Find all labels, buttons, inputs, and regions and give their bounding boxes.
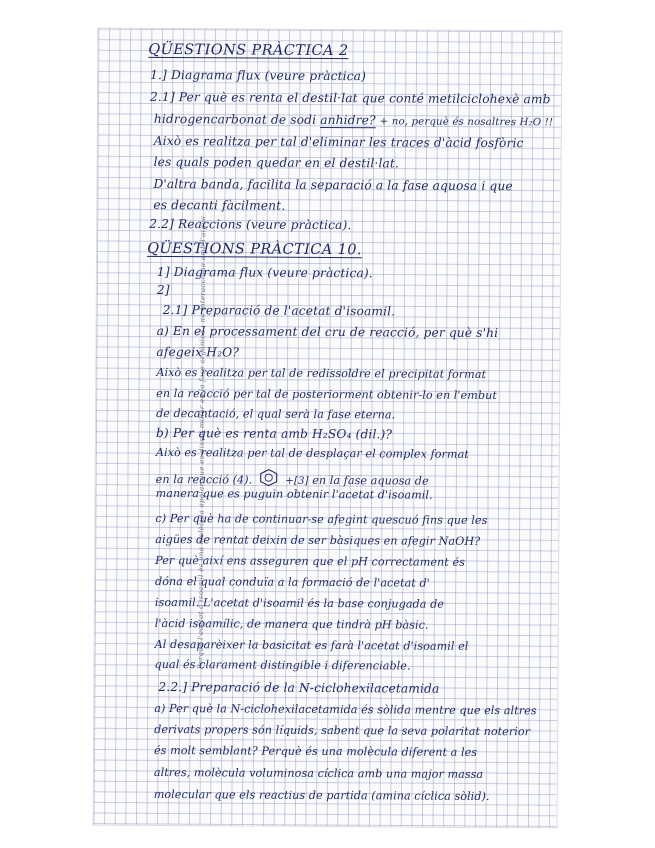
c-ans-line-2: dóna el qual conduïa a la formació de l'acetat d' [155, 574, 430, 590]
c-ans-line-1: Per què així ens asseguren que el pH correctament és [155, 553, 465, 569]
answer-2-line-4: es decanti fàcilment. [153, 197, 286, 213]
question-2-text: hidrogencarbonat de sodi [153, 111, 317, 127]
c-ans-line-5: Al desaparèixer la basicitat es farà l'acetat d'isoamil el [154, 637, 469, 653]
q-b-line: b) Per què es renta amb H₂SO₄ (dil.)? [155, 425, 393, 442]
d-line-2: derivats propers són líquids, sabent que la seva polaritat noterior [154, 722, 531, 739]
d-line-5: molecular que els reactius de partida (amina cíclica sòlid). [153, 787, 490, 803]
b-ans-line-1: Això es realitza per tal de desplaçar el complex format [155, 445, 469, 461]
d-line-3: és molt semblant? Perquè és una molècula diferent a les [153, 743, 478, 759]
a-ans-line-1: Això es realitza per tal de redissoldre el precipitat format [156, 365, 487, 381]
a-ans-line-2: en la reacció per tal de posteriorment obtenir-lo en l'embut [156, 386, 497, 403]
q-c-line-1: c) Per què ha de continuar-se afegint quescuó fins que les [155, 511, 488, 527]
c-ans-line-4: l'àcid isoamílic, de manera que tindrà pH bàsic. [154, 616, 429, 632]
p10-question-1: 1] Diagrama flux (veure pràctica). [156, 264, 373, 281]
q-c-line-2: aigües de rentat deixin de ser bàsiques en afegir NaOH? [155, 532, 481, 548]
question-2-2-reactions: 2.2] Reaccions (veure pràctica). [149, 216, 352, 233]
question-2-underlined: anhidre? [320, 112, 376, 128]
answer-2-line-3: D'altra banda, facilita la separació a la fase aquosa i que [153, 176, 513, 194]
answer-2-line-2: les quals poden quedar en el destil·lat. [153, 154, 400, 171]
b-ans-text-b: en la fase aquosa de [312, 473, 429, 488]
question-2-line-2 [154, 113, 553, 129]
b-ans-text-a: en la reacció (4). [155, 472, 253, 487]
question-2-line-1: 2.1] Per què es renta el destil·lat que conté metilciclohexè amb [149, 89, 551, 107]
margin-note: Perquè l'acetat d'isoamil ès una molècula apolar que es dissol millor en la fase orgànica i no interacciona amb l'aigua [196, 215, 208, 670]
q-a-line-1: a) En el processament del cru de reacció, per què s'hi [156, 323, 499, 341]
d-line-4: altres, molècula voluminosa cíclica amb una major massa [153, 765, 484, 781]
question-2-aside: + no, perquè és nosaltres H₂O !! [379, 116, 554, 129]
p10-section-2-1: 2.1] Preparació de l'acetat d'isoamil. [162, 302, 396, 319]
a-ans-line-3: de decantació, el qual serà la fase eterna. [156, 406, 396, 422]
question-1-diagram: 1.] Diagrama flux (veure pràctica) [150, 67, 367, 84]
b-ans-line-3: manera que es puguin obtenir l'acetat d'isoamil. [155, 486, 433, 502]
p10-question-2: 2] [156, 282, 170, 298]
title-practica-2: QÜESTIONS PRÀCTICA 2 [148, 41, 349, 60]
notebook-sheet [94, 29, 562, 828]
title-practica-10: QÜESTIONS PRÀCTICA 10. [147, 240, 362, 259]
d-line-1: a) Per què la N-ciclohexilacetamida és sòlida mentre que els altres [154, 701, 537, 718]
c-ans-line-6: qual és clarament distingible i diferenciable. [154, 657, 411, 673]
p10-section-2-2: 2.2.] Preparació de la N-ciclohexilacetamida [158, 679, 440, 696]
answer-2-line-1: Això es realitza per tal d'eliminar les traces d'àcid fosfòric [153, 133, 524, 151]
b-ans-charge: +[3] [285, 475, 309, 487]
benzene-ring-sketch [258, 469, 280, 489]
q-a-line-2: afegeix H₂O? [156, 344, 240, 360]
c-ans-line-3: isoamil. L'acetat d'isoamil és la base conjugada de [154, 595, 445, 611]
